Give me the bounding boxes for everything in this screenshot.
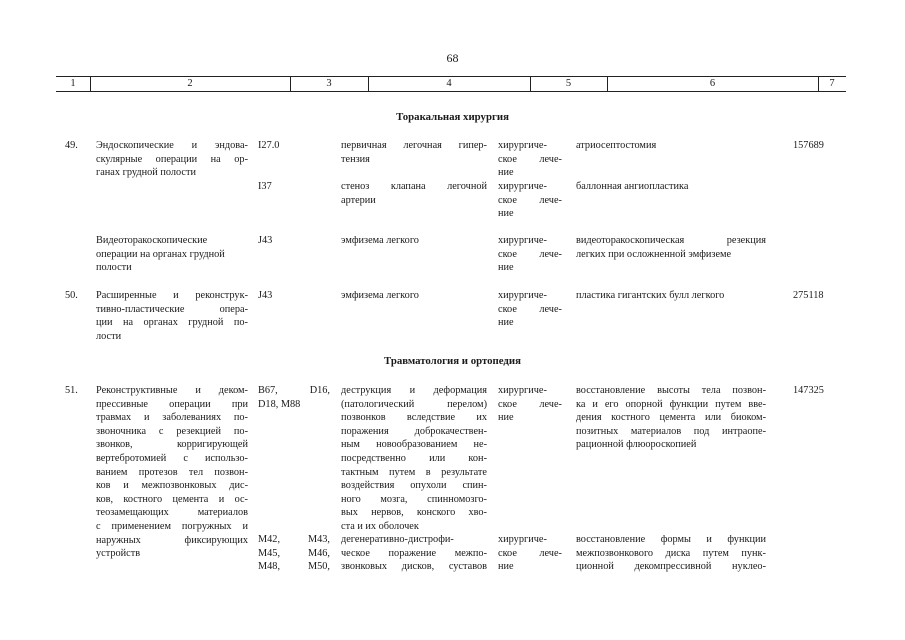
row-51-codes-1: B67, D16, D18, M88 [258,385,330,410]
row-49-code-1: I27.0 [258,140,280,151]
row-49-treatment-1: хирургиче- ское лече- ние [498,140,562,179]
row-49-code-2: I37 [258,181,272,192]
section-title-trauma: Травматология и ортопедия [384,355,521,367]
row-49b-name: Видеоторакоскопические операции на органах грудной полости [96,235,225,274]
row-50-cost: 275118 [793,290,824,301]
row-49-method-2: баллонная ангиопластика [576,181,689,192]
row-51-cost: 147325 [793,385,824,396]
row-51-name: Реконструктивные и деком- прессивные операции при травмах и заболеваниях по- звоночника с резекцией по- звонков, корригирующей вертебротомией с использо- ванием протезов тел позвон- ков и межпозвонковых дис- ков, костного цемента и ос- теозамещающих материалов с применением погружных и наружных фиксирующих устройств [96,385,248,560]
row-49-cost: 157689 [793,140,824,151]
header-col-1: 1 [70,78,76,89]
header-col-6: 6 [709,78,716,89]
row-50-number: 50. [65,290,78,301]
row-49-method-1: атриосептостомия [576,140,657,151]
row-49b-method: видеоторакоскопическая резекция легких при осложненной эмфиземе [576,235,766,260]
page-number: 68 [446,51,459,65]
row-50-name: Расширенные и реконструк- тивно-пластические опера- ции на органах грудной по- лости [96,290,248,342]
row-50-code: J43 [258,290,273,301]
row-51-method-1: восстановление высоты тела позвон- ка и его опорной функции путем вве- дения костного цемента или биоком- позитных материалов под интраопе- рационной флюороскопией [576,385,766,451]
row-50-method: пластика гигантских булл легкого [576,290,725,301]
header-col-5: 5 [565,78,572,89]
row-49-model-2: стеноз клапана легочной артерии [341,181,487,206]
row-51-model-1: деструкция и деформация (патологический перелом) позвонков вследствие их поражения доброкачествен- ным новообразованием не- посредственно или кон- тактным путем в результате воздействия опухоли спин- ного мозга, спинномозго- вых нервов, конского хво- ста и их оболочек [341,385,487,532]
header-col-2: 2 [187,78,193,89]
table-header-row [56,76,846,92]
row-49-model-1: первичная легочная гипер- тензия [341,140,487,165]
row-51-method-2: восстановление формы и функции межпозвонкового диска путем пунк- ционной декомпрессивной нуклео- [576,534,766,573]
row-49-number: 49. [65,140,78,151]
row-49b-code: J43 [258,235,273,246]
row-51-codes-2: M42, M43, M45, M46, M48, M50, [258,534,330,573]
row-49b-treatment: хирургиче- ское лече- ние [498,235,562,274]
row-50-treatment: хирургиче- ское лече- ние [498,290,562,329]
row-49b-model: эмфизема легкого [341,235,419,246]
row-51-model-2: дегенеративно-дистрофи- ческое поражение межпо- звонковых дисков, суставов [341,534,487,573]
row-51-treatment-1: хирургиче- ское лече- ние [498,385,562,424]
header-col-3: 3 [326,78,332,89]
section-title-thoracic: Торакальная хирургия [396,111,509,123]
row-51-number: 51. [65,385,78,396]
row-49-name: Эндоскопические и эндова- скулярные операции на ор- ганах грудной полости [96,140,248,179]
row-50-model: эмфизема легкого [341,290,419,301]
header-col-4: 4 [446,78,452,89]
header-col-7: 7 [829,78,835,89]
row-51-treatment-2: хирургиче- ское лече- ние [498,534,562,573]
row-49-treatment-2: хирургиче- ское лече- ние [498,181,562,220]
